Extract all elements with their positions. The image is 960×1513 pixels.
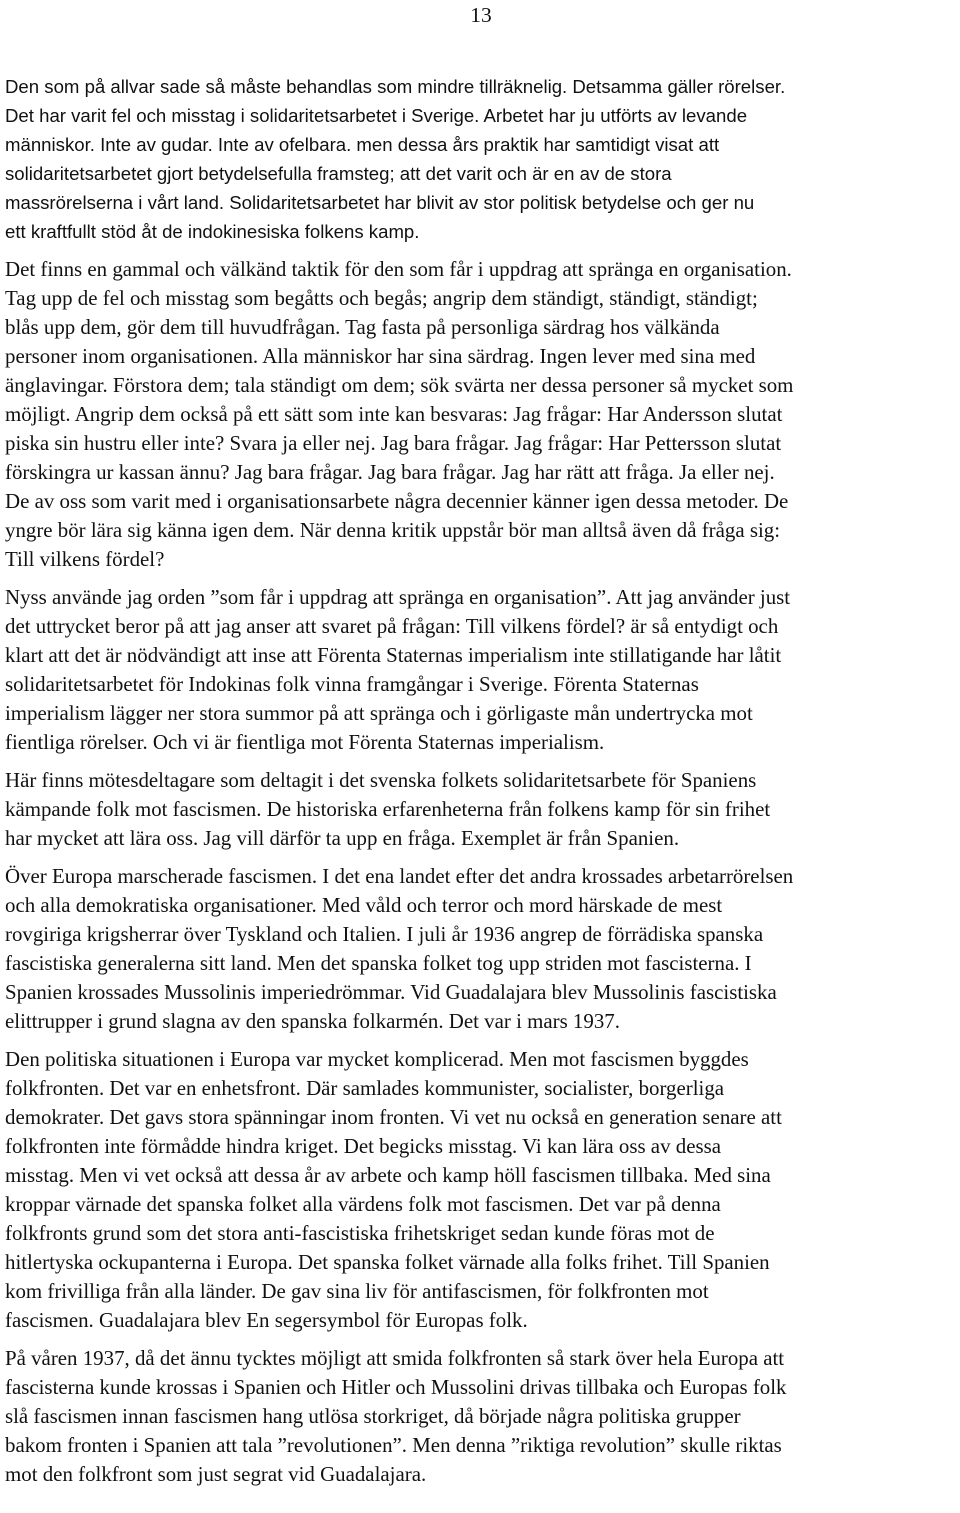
text-line: personer inom organisationen. Alla människor har sina särdrag. Ingen lever med sina med — [5, 344, 756, 368]
text-line: Här finns mötesdeltagare som deltagit i det svenska folkets solidaritetsarbete för Spaniens — [5, 768, 757, 792]
text-line: har mycket att lära oss. Jag vill därför ta upp en fråga. Exemplet är från Spanien. — [5, 826, 680, 850]
paragraph-1 — [5, 72, 955, 246]
text-line: Spanien krossades Mussolinis imperiedrömmar. Vid Guadalajara blev Mussolinis fascistiska — [5, 980, 777, 1004]
text-line: mot den folkfront som just segrat vid Guadalajara. — [5, 1462, 427, 1486]
text-line: folkfronten. Det var en enhetsfront. Där samlades kommunister, socialister, borgerliga — [5, 1076, 725, 1100]
text-line: hitlertyska ockupanterna i Europa. Det spanska folket värnade alla folks frihet. Till Spanien — [5, 1250, 770, 1274]
text-line: förskingra ur kassan ännu? Jag bara frågar. Jag bara frågar. Jag har rätt att fråga. Ja eller nej. — [5, 460, 775, 484]
text-line: solidaritetsarbetet för Indokinas folk vinna framgångar i Sverige. Förenta Staternas — [5, 672, 699, 696]
paragraph-3 — [5, 583, 955, 757]
text-line: Tag upp de fel och misstag som begåtts och begås; angrip dem ständigt, ständigt, ständigt; — [5, 286, 758, 310]
paragraph-7 — [5, 1344, 955, 1489]
text-line: massrörelserna i vårt land. Solidaritetsarbetet har blivit av stor politisk betydelse och ger nu — [5, 192, 755, 213]
document-body — [5, 72, 955, 1498]
text-line: klart att det är nödvändigt att inse att Förenta Staternas imperialism inte stillatigande har låtit — [5, 643, 782, 667]
paragraph-6 — [5, 1045, 955, 1335]
paragraph-2 — [5, 255, 955, 574]
text-line: fientliga rörelser. Och vi är fientliga mot Förenta Staternas imperialism. — [5, 730, 605, 754]
text-line: demokrater. Det gavs stora spänningar inom fronten. Vi vet nu också en generation senare att — [5, 1105, 782, 1129]
text-line: fascisterna kunde krossas i Spanien och Hitler och Mussolini drivas tillbaka och Europas folk — [5, 1375, 787, 1399]
text-line: piska sin hustru eller inte? Svara ja eller nej. Jag bara frågar. Jag frågar: Har Pettersson slutat — [5, 431, 782, 455]
text-line: rovgiriga krigsherrar över Tyskland och Italien. I juli år 1936 angrep de förrädiska spanska — [5, 922, 764, 946]
text-line: yngre bör lära sig känna igen dem. När denna kritik uppstår bör man alltså även då fråga sig: — [5, 518, 781, 542]
text-line: Det har varit fel och misstag i solidaritetsarbetet i Sverige. Arbetet har ju utförts av levande — [5, 105, 748, 126]
text-line: och alla demokratiska organisationer. Med våld och terror och mord härskade de mest — [5, 893, 723, 917]
text-line: kom frivilliga från alla länder. De gav sina liv för antifascismen, för folkfronten mot — [5, 1279, 709, 1303]
text-line: folkfronts grund som det stora anti-fascistiska frihetskriget sedan kunde föras mot de — [5, 1221, 715, 1245]
text-line: De av oss som varit med i organisationsarbete några decennier känner igen dessa metoder. De — [5, 489, 789, 513]
text-line: solidaritetsarbetet gjort betydelsefulla framsteg; att det varit och är en av de stora — [5, 163, 672, 184]
text-line: möjligt. Angrip dem också på ett sätt som inte kan besvaras: Jag frågar: Har Andersson slutat — [5, 402, 783, 426]
text-line: Över Europa marscherade fascismen. I det ena landet efter det andra krossades arbetarrörelsen — [5, 864, 794, 888]
text-line: På våren 1937, då det ännu tycktes möjligt att smida folkfronten så stark över hela Europa att — [5, 1346, 785, 1370]
text-line: fascismen. Guadalajara blev En segersymbol för Europas folk. — [5, 1308, 528, 1332]
text-line: kämpande folk mot fascismen. De historiska erfarenheterna från folkens kamp för sin frihet — [5, 797, 771, 821]
text-line: imperialism lägger ner stora summor på att spränga och i görligaste mån undertrycka mot — [5, 701, 753, 725]
text-line: Nyss använde jag orden ”som får i uppdrag att spränga en organisation”. Att jag använder just — [5, 585, 791, 609]
text-line: bakom fronten i Spanien att tala ”revolutionen”. Men denna ”riktiga revolution” skulle riktas — [5, 1433, 782, 1457]
page-number: 13 — [470, 3, 492, 27]
text-line: slå fascismen innan fascismen hang utlösa storkriget, då började några politiska grupper — [5, 1404, 741, 1428]
text-line: blås upp dem, gör dem till huvudfrågan. Tag fasta på personliga särdrag hos välkända — [5, 315, 720, 339]
paragraph-4 — [5, 766, 955, 853]
text-line: människor. Inte av gudar. Inte av ofelbara. men dessa års praktik har samtidigt visat att — [5, 134, 720, 155]
text-line: Till vilkens fördel? — [5, 547, 165, 571]
text-line: ett kraftfullt stöd åt de indokinesiska folkens kamp. — [5, 221, 420, 242]
text-line: änglavingar. Förstora dem; tala ständigt om dem; sök svärta ner dessa personer så mycket som — [5, 373, 794, 397]
paragraph-5 — [5, 862, 955, 1036]
text-line: Det finns en gammal och välkänd taktik för den som får i uppdrag att spränga en organisation. — [5, 257, 792, 281]
text-line: elittrupper i grund slagna av den spanska folkarmén. Det var i mars 1937. — [5, 1009, 620, 1033]
text-line: Den som på allvar sade så måste behandlas som mindre tillräknelig. Detsamma gäller rörelser. — [5, 76, 786, 97]
text-line: misstag. Men vi vet också att dessa år av arbete och kamp höll fascismen tillbaka. Med sina — [5, 1163, 771, 1187]
text-line: fascistiska generalerna sitt land. Men det spanska folket tog upp striden mot fascisterna. I — [5, 951, 752, 975]
text-line: kroppar värnade det spanska folket alla värdens folk mot fascismen. Det var på denna — [5, 1192, 721, 1216]
text-line: folkfronten inte förmådde hindra kriget. Det begicks misstag. Vi kan lära oss av dessa — [5, 1134, 721, 1158]
text-line: Den politiska situationen i Europa var mycket komplicerad. Men mot fascismen byggdes — [5, 1047, 749, 1071]
text-line: det uttrycket beror på att jag anser att svaret på frågan: Till vilkens fördel? är så entydigt och — [5, 614, 779, 638]
